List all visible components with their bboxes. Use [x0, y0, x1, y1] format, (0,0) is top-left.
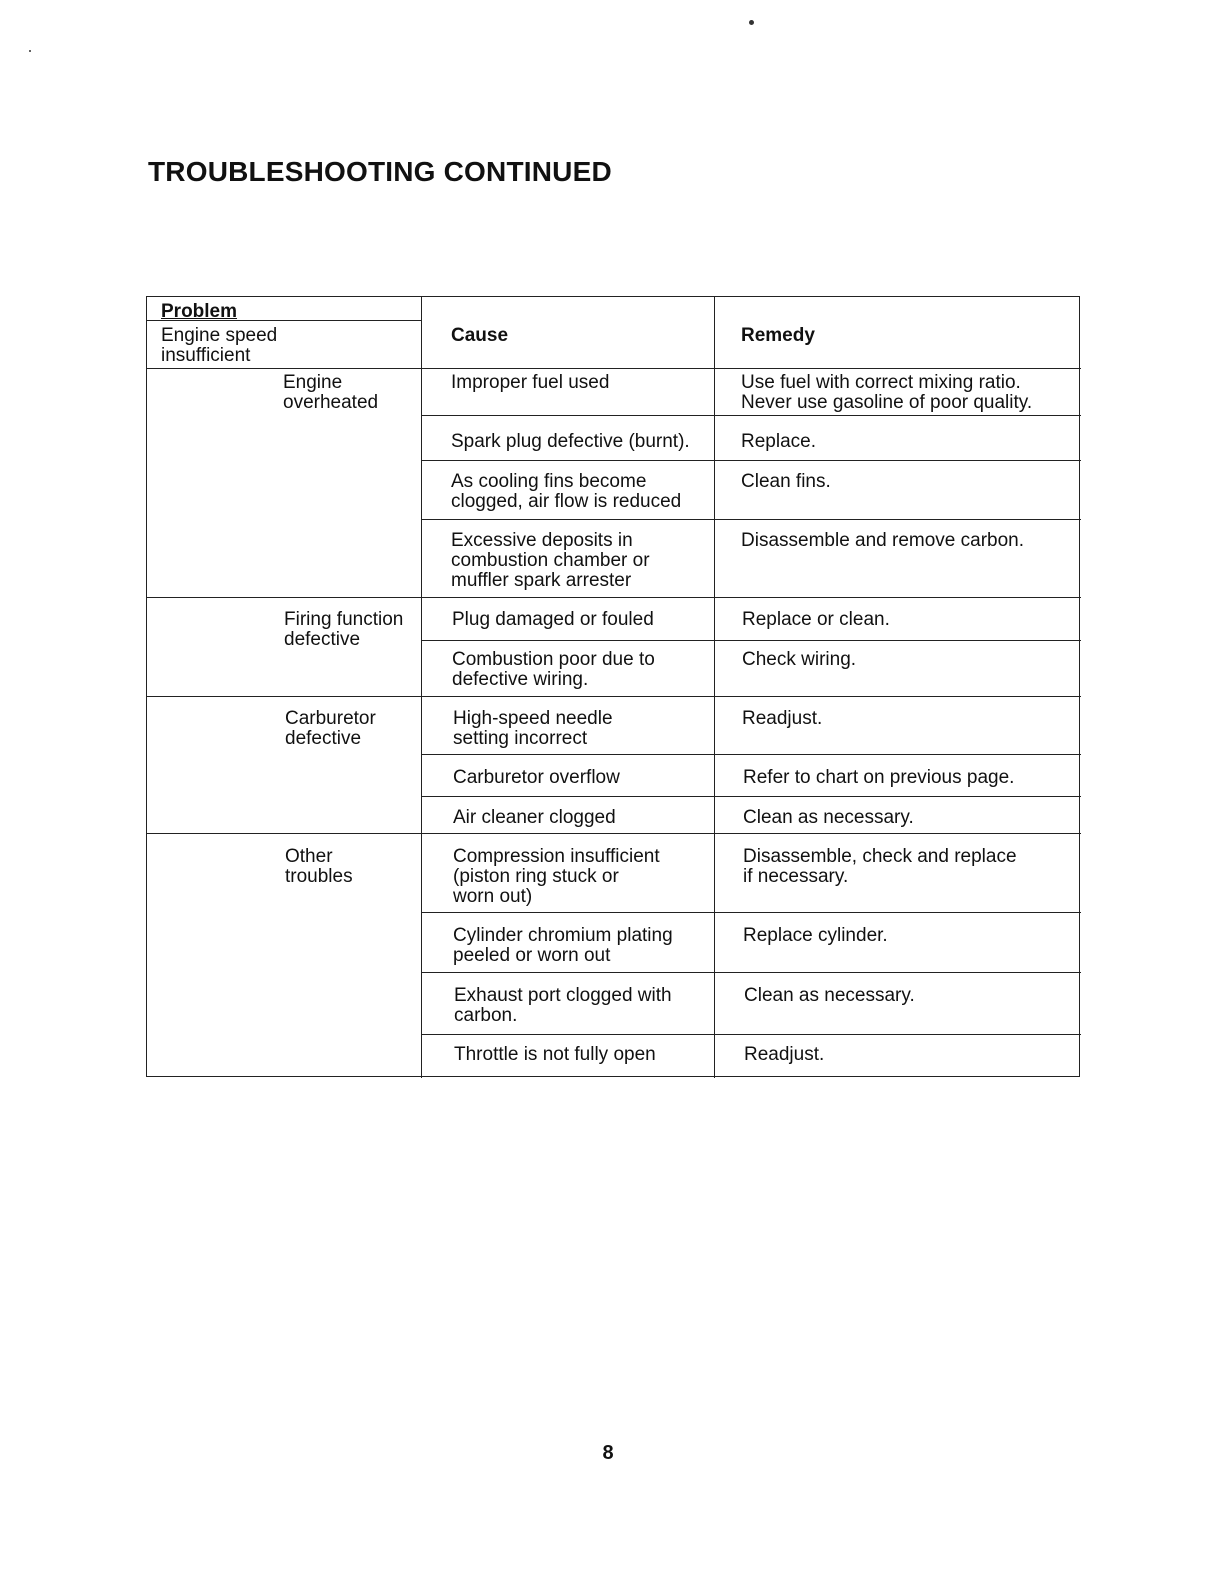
cause-cell: Improper fuel used	[451, 372, 610, 393]
problem-cell: Firing function defective	[284, 609, 404, 650]
cause-cell: Combustion poor due to defective wiring.	[452, 649, 655, 690]
remedy-cell: Replace cylinder.	[743, 925, 888, 946]
problem-cell: Other troubles	[285, 846, 353, 887]
page-number: 8	[602, 1442, 614, 1464]
remedy-cell: Replace.	[741, 431, 816, 452]
row-rule	[421, 754, 1081, 755]
cause-cell: As cooling fins become clogged, air flow is reduced	[451, 471, 682, 512]
problem-header-value: Engine speed insufficient	[161, 325, 278, 366]
remedy-cell: Clean as necessary.	[744, 985, 915, 1006]
row-rule	[421, 415, 1081, 416]
cause-cell: Air cleaner clogged	[453, 807, 616, 828]
cause-cell: Exhaust port clogged with carbon.	[454, 985, 672, 1026]
row-rule	[421, 1034, 1081, 1035]
cause-cell: Compression insufficient (piston ring stuck or worn out)	[453, 846, 660, 907]
remedy-cell: Readjust.	[742, 708, 823, 729]
cause-cell: Carburetor overflow	[453, 767, 620, 788]
remedy-cell: Disassemble and remove carbon.	[741, 530, 1025, 551]
header-rule	[147, 368, 1081, 369]
remedy-cell: Check wiring.	[742, 649, 857, 670]
row-rule	[421, 912, 1081, 913]
cause-header: Cause	[451, 325, 509, 346]
problem-cell: Carburetor defective	[285, 708, 376, 749]
remedy-cell: Clean as necessary.	[743, 807, 914, 828]
cause-cell: High-speed needle setting incorrect	[453, 708, 613, 749]
row-rule	[421, 519, 1081, 520]
cause-cell: Excessive deposits in combustion chamber or muffler spark arrester	[451, 530, 650, 591]
cause-cell: Cylinder chromium plating peeled or worn out	[453, 925, 673, 966]
row-rule	[421, 640, 1081, 641]
cause-cell: Plug damaged or fouled	[452, 609, 654, 630]
page-title: TROUBLESHOOTING CONTINUED	[148, 156, 612, 187]
problem-cell: Engine overheated	[283, 372, 379, 413]
scan-speck	[749, 20, 754, 25]
cause-cell: Throttle is not fully open	[454, 1044, 656, 1065]
remedy-cell: Refer to chart on previous page.	[743, 767, 1015, 788]
group-rule	[147, 833, 1081, 834]
row-rule	[421, 972, 1081, 973]
scan-speck	[29, 50, 31, 52]
problem-header: Problem	[161, 301, 238, 322]
group-rule	[147, 696, 1081, 697]
remedy-cell: Disassemble, check and replace if necessary.	[743, 846, 1017, 887]
row-rule	[421, 796, 1081, 797]
remedy-cell: Readjust.	[744, 1044, 825, 1065]
remedy-cell: Clean fins.	[741, 471, 831, 492]
remedy-cell: Replace or clean.	[742, 609, 890, 630]
row-rule	[421, 460, 1081, 461]
troubleshooting-table	[146, 296, 1080, 1077]
group-rule	[147, 597, 1081, 598]
remedy-cell: Use fuel with correct mixing ratio. Never use gasoline of poor quality.	[741, 372, 1033, 413]
remedy-header: Remedy	[741, 325, 815, 346]
cause-cell: Spark plug defective (burnt).	[451, 431, 690, 452]
